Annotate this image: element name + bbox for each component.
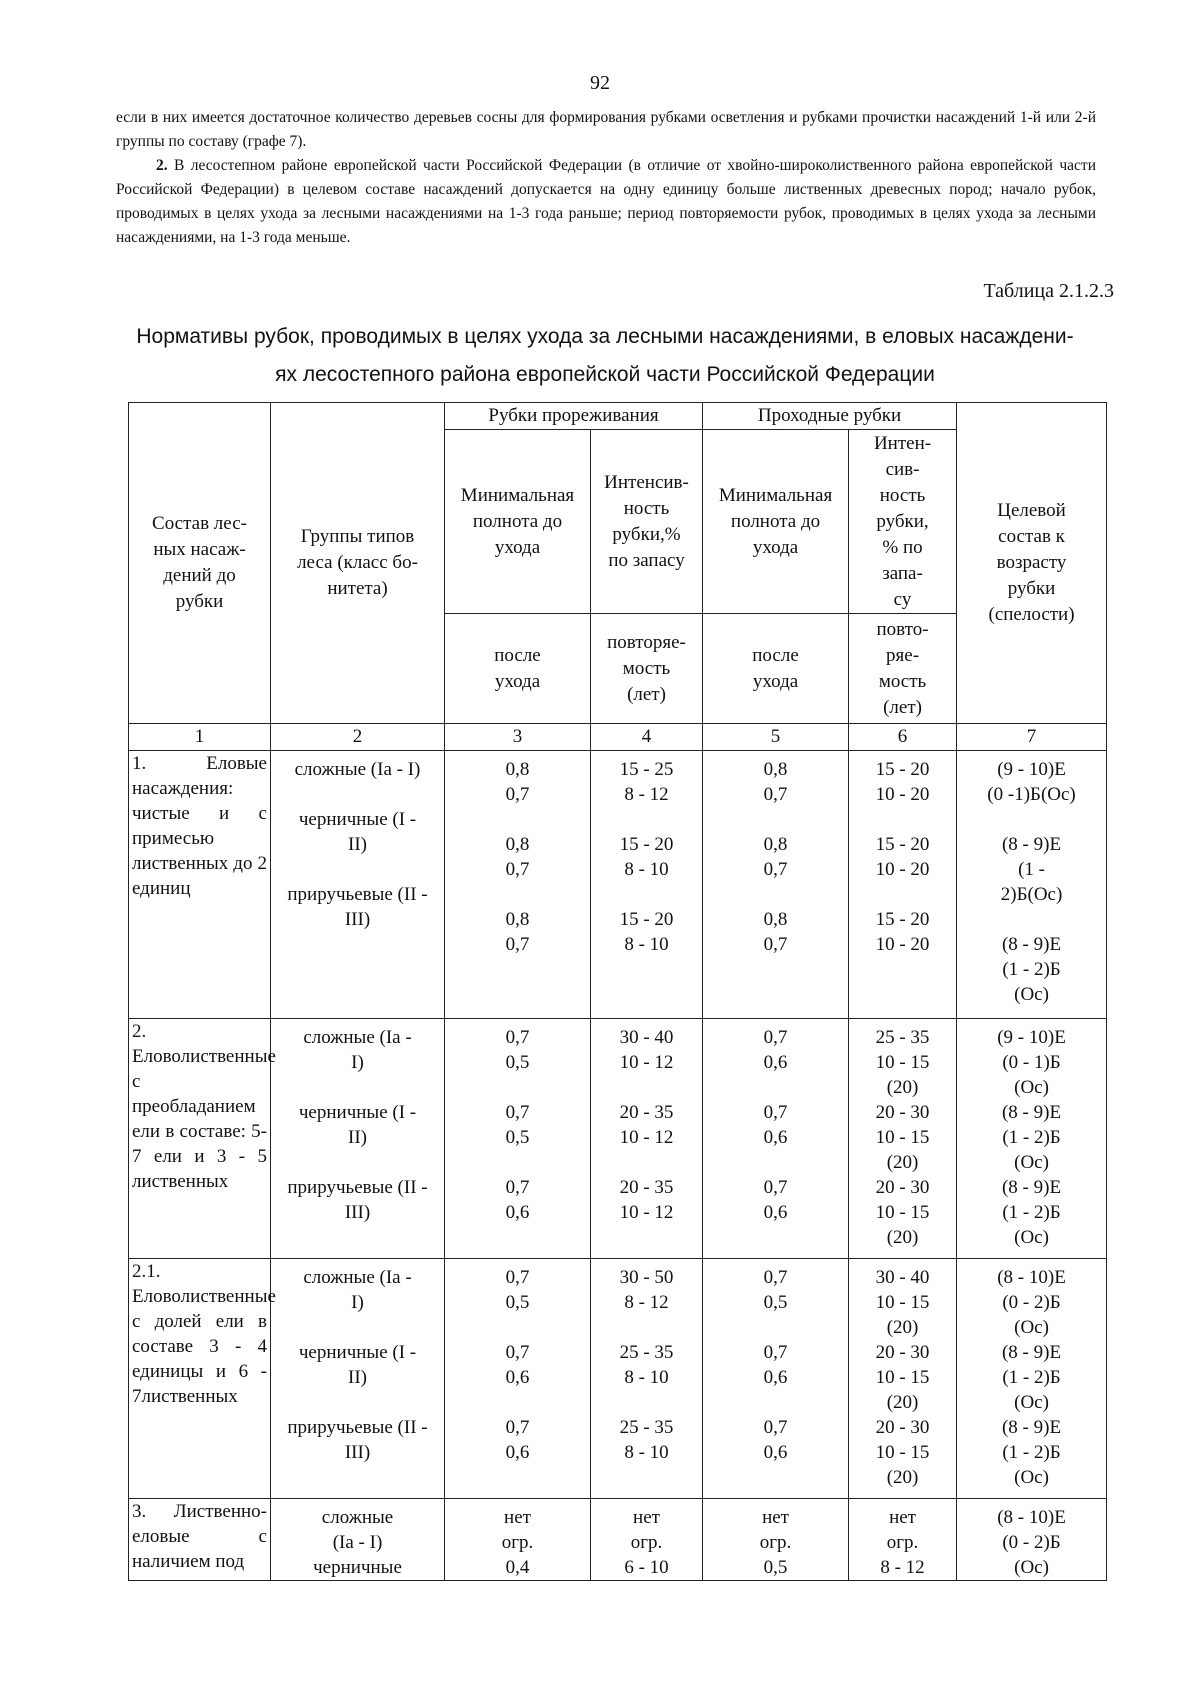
norms-table bbox=[128, 402, 1107, 1581]
table-row bbox=[129, 1259, 1107, 1499]
table-row bbox=[129, 1019, 1107, 1259]
intensity-passing-cell: 30 - 40 10 - 15 (20) 20 - 30 10 - 15 (20) 20 - 30 10 - 15 (20) bbox=[849, 1259, 957, 1499]
header-forest-groups: Группы типов леса (класс бо- нитета) bbox=[271, 403, 445, 724]
col-number: 2 bbox=[271, 724, 445, 751]
header-after-care-thinning: после ухода bbox=[445, 614, 591, 724]
min-density-thinning-cell: 0,7 0,5 0,7 0,6 0,7 0,6 bbox=[445, 1259, 591, 1499]
composition-cell: 2. Еловолиственные с преобладанием ели в составе: 5- 7 ели и 3 - 5 лиственных bbox=[129, 1019, 271, 1259]
header-min-density-thinning: Минимальная полнота до ухода bbox=[445, 430, 591, 614]
min-density-thinning-cell: 0,7 0,5 0,7 0,5 0,7 0,6 bbox=[445, 1019, 591, 1259]
min-density-thinning-cell: нет огр. 0,4 bbox=[445, 1499, 591, 1581]
intensity-passing-cell: 15 - 20 10 - 20 15 - 20 10 - 20 15 - 20 10 - 20 bbox=[849, 751, 957, 1019]
forest-group-cell: сложные (Ia - I) черничные (I - II) приручьевые (II - III) bbox=[271, 1259, 445, 1499]
header-min-density-passing: Минимальная полнота до ухода bbox=[703, 430, 849, 614]
intensity-thinning-cell: 15 - 25 8 - 12 15 - 20 8 - 10 15 - 20 8 - 10 bbox=[591, 751, 703, 1019]
forest-group-cell: сложные (Ia - I) черничные (I - II) приручьевые (II - III) bbox=[271, 751, 445, 1019]
header-intensity-thinning: Интенсив- ность рубки,% по запасу bbox=[591, 430, 703, 614]
paragraph-number: 2. bbox=[156, 157, 168, 174]
intensity-thinning-cell: нет огр. 6 - 10 bbox=[591, 1499, 703, 1581]
table-row bbox=[129, 1499, 1107, 1581]
composition-cell: 2.1. Еловолиственные с долей ели в составе 3 - 4 единицы и 6 - 7лиственных bbox=[129, 1259, 271, 1499]
table-title bbox=[100, 318, 1110, 394]
header-repeat-passing: повто- ряе- мость (лет) bbox=[849, 614, 957, 724]
intro-paragraph-2 bbox=[116, 154, 1096, 250]
intensity-thinning-cell: 30 - 40 10 - 12 20 - 35 10 - 12 20 - 35 10 - 12 bbox=[591, 1019, 703, 1259]
target-composition-cell: (8 - 10)Е (0 - 2)Б (Ос) (8 - 9)Е (1 - 2)Б (Ос) (8 - 9)Е (1 - 2)Б (Ос) bbox=[957, 1259, 1107, 1499]
intro-paragraph-1: если в них имеется достаточное количество деревьев сосны для формирования рубками осветления и рубками прочистки насаждений 1-й или 2-й группы по составу (графе 7). bbox=[116, 109, 1096, 150]
intensity-passing-cell: 25 - 35 10 - 15 (20) 20 - 30 10 - 15 (20) 20 - 30 10 - 15 (20) bbox=[849, 1019, 957, 1259]
header-thinning: Рубки прореживания bbox=[445, 403, 703, 430]
forest-group-cell: сложные (Ia - I) черничные bbox=[271, 1499, 445, 1581]
forest-group-cell: сложные (Ia - I) черничные (I - II) приручьевые (II - III) bbox=[271, 1019, 445, 1259]
min-density-passing-cell: 0,8 0,7 0,8 0,7 0,8 0,7 bbox=[703, 751, 849, 1019]
header-target-composition: Целевой состав к возрасту рубки (спелости) bbox=[957, 403, 1107, 724]
header-repeat-thinning: повторяе- мость (лет) bbox=[591, 614, 703, 724]
min-density-passing-cell: 0,7 0,6 0,7 0,6 0,7 0,6 bbox=[703, 1019, 849, 1259]
target-composition-cell: (9 - 10)Е (0 -1)Б(Ос) (8 - 9)Е (1 - 2)Б(Ос) (8 - 9)Е (1 - 2)Б (Ос) bbox=[957, 751, 1107, 1019]
min-density-passing-cell: нет огр. 0,5 bbox=[703, 1499, 849, 1581]
intensity-thinning-cell: 30 - 50 8 - 12 25 - 35 8 - 10 25 - 35 8 - 10 bbox=[591, 1259, 703, 1499]
col-number: 6 bbox=[849, 724, 957, 751]
table-title-line-2: ях лесостепного района европейской части Российской Федерации bbox=[275, 363, 935, 386]
intro-paragraph-2-text: В лесостепном районе европейской части Российской Федерации (в отличие от хвойно-широколиственного района европейской части Российской Федерации) в целевом составе насаждений допускается на одну единицу больше лиственных древесных пород; начало рубок, проводимых в целях ухода за лесными насаждениями на 1-3 года раньше; период повторяемости рубок, проводимых в целях ухода за лесными насаждениями, на 1-3 года меньше. bbox=[116, 157, 1097, 246]
table-label: Таблица 2.1.2.3 bbox=[983, 280, 1114, 302]
composition-cell: 1. Еловые насаждения: чистые и с примесью лиственных до 2 единиц bbox=[129, 751, 271, 1019]
col-number: 3 bbox=[445, 724, 591, 751]
header-passing-cuttings: Проходные рубки bbox=[703, 403, 957, 430]
col-number: 5 bbox=[703, 724, 849, 751]
page-number: 92 bbox=[590, 72, 610, 94]
column-numbers-row bbox=[129, 724, 1107, 751]
col-number: 4 bbox=[591, 724, 703, 751]
target-composition-cell: (9 - 10)Е (0 - 1)Б (Ос) (8 - 9)Е (1 - 2)Б (Ос) (8 - 9)Е (1 - 2)Б (Ос) bbox=[957, 1019, 1107, 1259]
header-composition: Состав лес- ных насаж- дений до рубки bbox=[129, 403, 271, 724]
table-row bbox=[129, 751, 1107, 1019]
intensity-passing-cell: нет огр. 8 - 12 bbox=[849, 1499, 957, 1581]
min-density-passing-cell: 0,7 0,5 0,7 0,6 0,7 0,6 bbox=[703, 1259, 849, 1499]
header-after-care-passing: после ухода bbox=[703, 614, 849, 724]
table-title-line-1: Нормативы рубок, проводимых в целях ухода за лесными насаждениями, в еловых насаждени- bbox=[136, 325, 1074, 348]
target-composition-cell: (8 - 10)Е (0 - 2)Б (Ос) bbox=[957, 1499, 1107, 1581]
col-number: 7 bbox=[957, 724, 1107, 751]
col-number: 1 bbox=[129, 724, 271, 751]
composition-cell: 3. Лиственно-еловые с наличием под bbox=[129, 1499, 271, 1581]
min-density-thinning-cell: 0,8 0,7 0,8 0,7 0,8 0,7 bbox=[445, 751, 591, 1019]
intro-text bbox=[116, 106, 1096, 250]
header-intensity-passing: Интен- сив- ность рубки, % по запа- су bbox=[849, 430, 957, 614]
